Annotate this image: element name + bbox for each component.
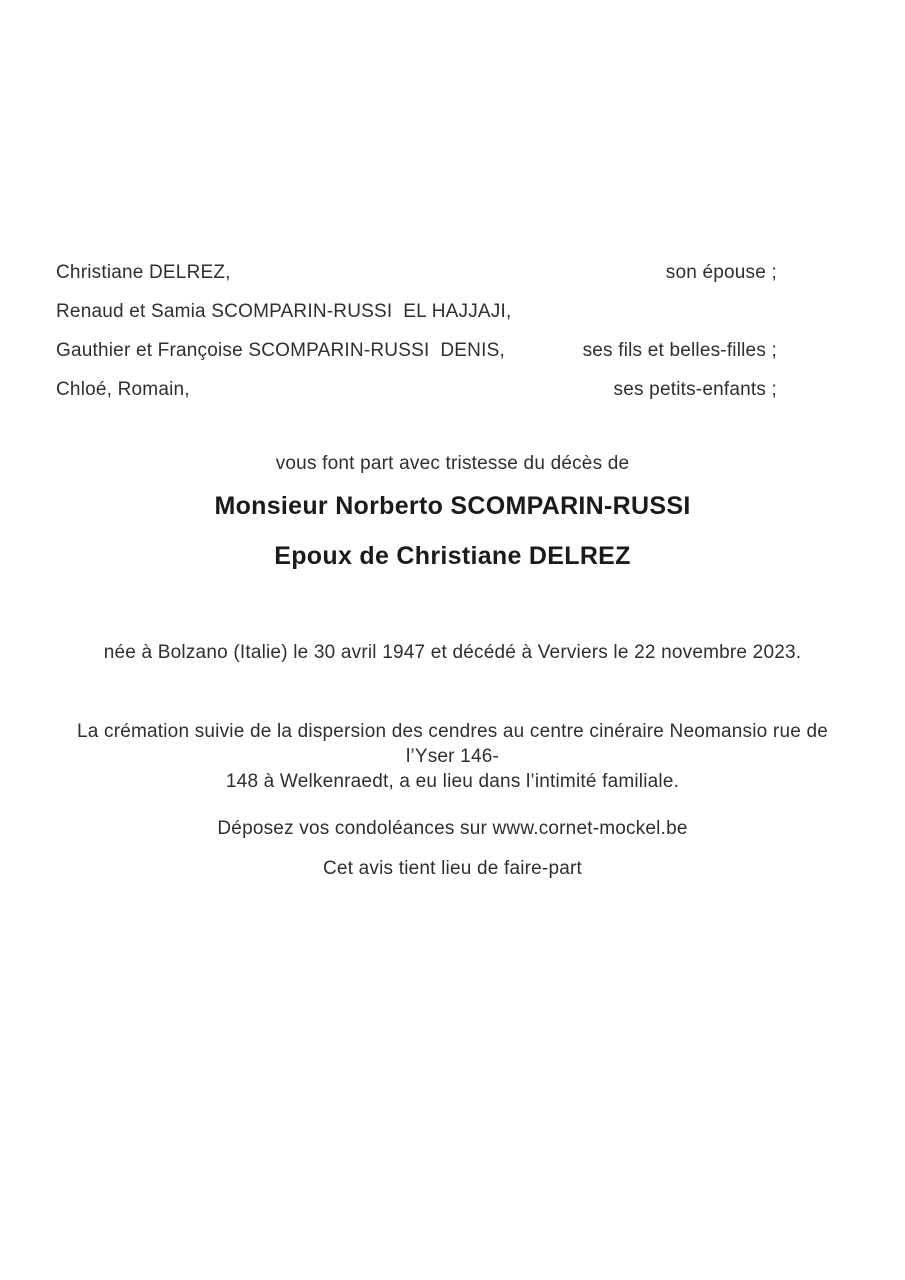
relationship-label: son épouse ; [665, 262, 777, 283]
cremation-line-2: 148 à Welkenraedt, a eu lieu dans l’intimité familiale. [225, 771, 680, 792]
cremation-paragraph [0, 719, 905, 794]
announcement-intro: vous font part avec tristesse du décès de [275, 453, 630, 474]
family-row [0, 301, 905, 323]
family-row [0, 379, 905, 401]
notice-line: Cet avis tient lieu de faire-part [323, 858, 582, 879]
family-names: Renaud et Samia SCOMPARIN-RUSSI EL HAJJAJI, [56, 301, 512, 322]
cremation-line-1: La crémation suivie de la dispersion des cendres au centre cinéraire Neomansio rue de l’Yser 146- [76, 721, 828, 767]
birth-death-line: née à Bolzano (Italie) le 30 avril 1947 et décédé à Verviers le 22 novembre 2023. [103, 642, 802, 663]
family-row [0, 340, 905, 362]
condolences-line: Déposez vos condoléances sur www.cornet-mockel.be [217, 818, 688, 839]
family-row [0, 262, 905, 284]
family-names: Chloé, Romain, [56, 379, 190, 400]
family-list [0, 262, 905, 418]
family-names: Christiane DELREZ, [56, 262, 231, 283]
family-names: Gauthier et Françoise SCOMPARIN-RUSSI DENIS, [56, 340, 505, 361]
relationship-label: ses fils et belles-filles ; [582, 340, 777, 361]
spouse-line: Epoux de Christiane DELREZ [274, 542, 631, 570]
relationship-label: ses petits-enfants ; [613, 379, 777, 400]
deceased-name: Monsieur Norberto SCOMPARIN-RUSSI [214, 492, 691, 520]
